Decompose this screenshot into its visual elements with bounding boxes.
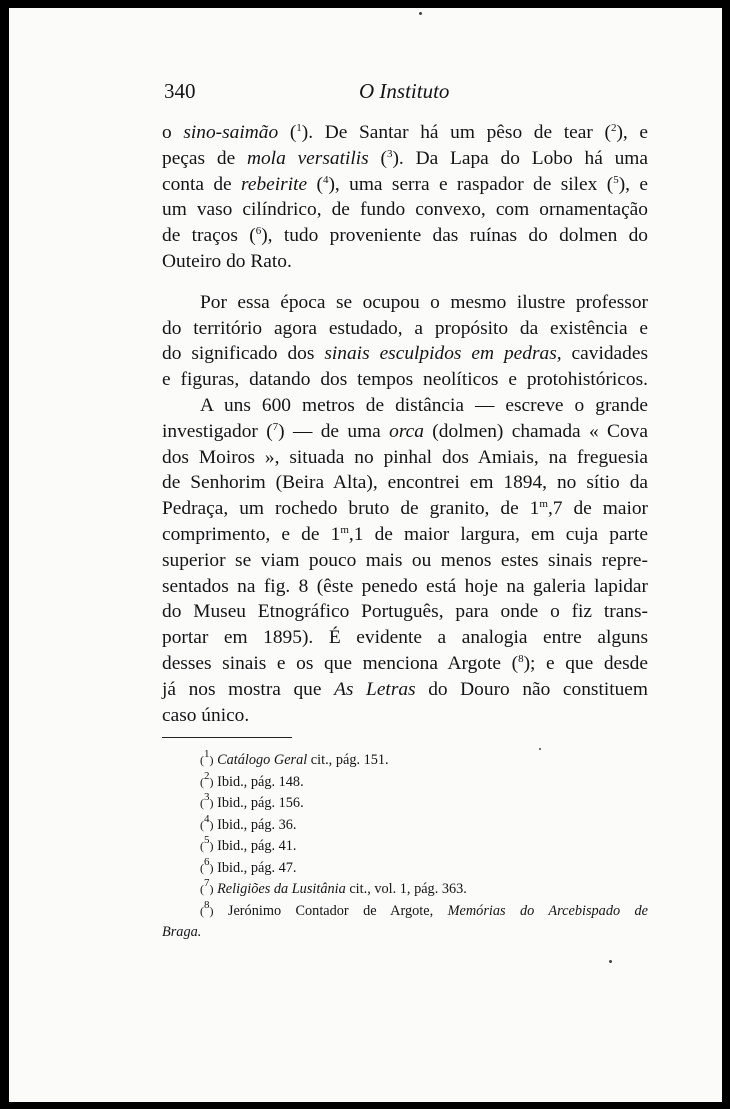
text-line: comprimento, e de 1$^m$,1 de maior largura, em cuja parte <box>162 523 648 545</box>
footnote: ($^7$) Religiões da Lusitânia cit., vol. 1, pág. 363. <box>200 877 467 897</box>
text-line: de Senhorim (Beira Alta), encontrei em 1894, no sítio da <box>162 472 648 494</box>
text-line: Pedraça, um rochedo bruto de granito, de 1$^m$,7 de maior <box>162 498 648 520</box>
scan-speck <box>419 12 422 15</box>
text-line: do Museu Etnográfico Português, para onde o fiz trans- <box>162 601 648 623</box>
footnotes <box>162 750 648 944</box>
footnote: ($^6$) Ibid., pág. 47. <box>200 855 297 876</box>
text-line: caso único. <box>162 704 250 726</box>
text-line: Outeiro do Rato. <box>162 250 292 272</box>
paragraph-3 <box>162 393 648 728</box>
text-line: do território agora estudado, a propósito da existência e <box>162 317 648 339</box>
footnote: ($^1$) Catálogo Geral cit., pág. 151. <box>200 748 389 768</box>
scan-speck <box>609 960 612 963</box>
text-line: o sino-saimão ($^1$). De Santar há um pêso de tear ($^2$), e <box>162 122 649 143</box>
text-line: dos Moiros », situada no pinhal dos Amiais, na freguesia <box>162 446 648 468</box>
text-line: Por essa época se ocupou o mesmo ilustre professor <box>200 291 648 313</box>
page-number: 340 <box>164 79 196 103</box>
body-text <box>162 120 648 728</box>
text-line: conta de rebeirite ($^4$), uma serra e raspador de silex ($^5$), e <box>162 173 648 195</box>
footnote: ($^5$) Ibid., pág. 41. <box>200 834 297 854</box>
text-line: sentados na fig. 8 (êste penedo está hoje na galeria lapidar <box>162 575 648 597</box>
scan-speck <box>539 748 541 750</box>
footnote: ($^8$) Jerónimo Contador de Argote, Memórias do Arcebispado de <box>200 898 649 919</box>
footnote: ($^2$) Ibid., pág. 148. <box>200 769 304 790</box>
book-page <box>9 8 722 1102</box>
text-line: já nos mostra que As Letras do Douro não constituem <box>162 678 648 700</box>
text-line: superior se viam pouco mais ou menos estes sinais repre- <box>162 549 648 571</box>
page-header <box>9 79 722 105</box>
footnote-continuation: Braga. <box>162 924 202 940</box>
footnote: ($^4$) Ibid., pág. 36. <box>200 812 297 833</box>
text-line: do significado dos sinais esculpidos em pedras, cavidades <box>162 343 648 365</box>
text-line: desses sinais e os que menciona Argote ($^8$); e que desde <box>162 652 648 674</box>
running-title: O Instituto <box>359 79 450 103</box>
paragraph-2 <box>162 290 648 393</box>
text-line: um vaso cilíndrico, de fundo convexo, com ornamentação <box>162 199 648 221</box>
text-line: A uns 600 metros de distância — escreve o grande <box>200 394 648 416</box>
footnote-separator <box>162 737 292 738</box>
paragraph-1 <box>162 120 648 275</box>
text-line: portar em 1895). É evidente a analogia entre alguns <box>162 627 648 649</box>
footnote: ($^3$) Ibid., pág. 156. <box>200 791 304 811</box>
text-line: investigador ($^7$) — de uma orca (dolmen) chamada « Cova <box>162 420 648 442</box>
text-line: e figuras, datando dos tempos neolíticos e protohistóricos. <box>162 369 648 391</box>
text-line: de traços ($^6$), tudo proveniente das ruínas do dolmen do <box>162 225 648 247</box>
text-line: peças de mola versatilis ($^3$). Da Lapa do Lobo há uma <box>162 147 648 169</box>
